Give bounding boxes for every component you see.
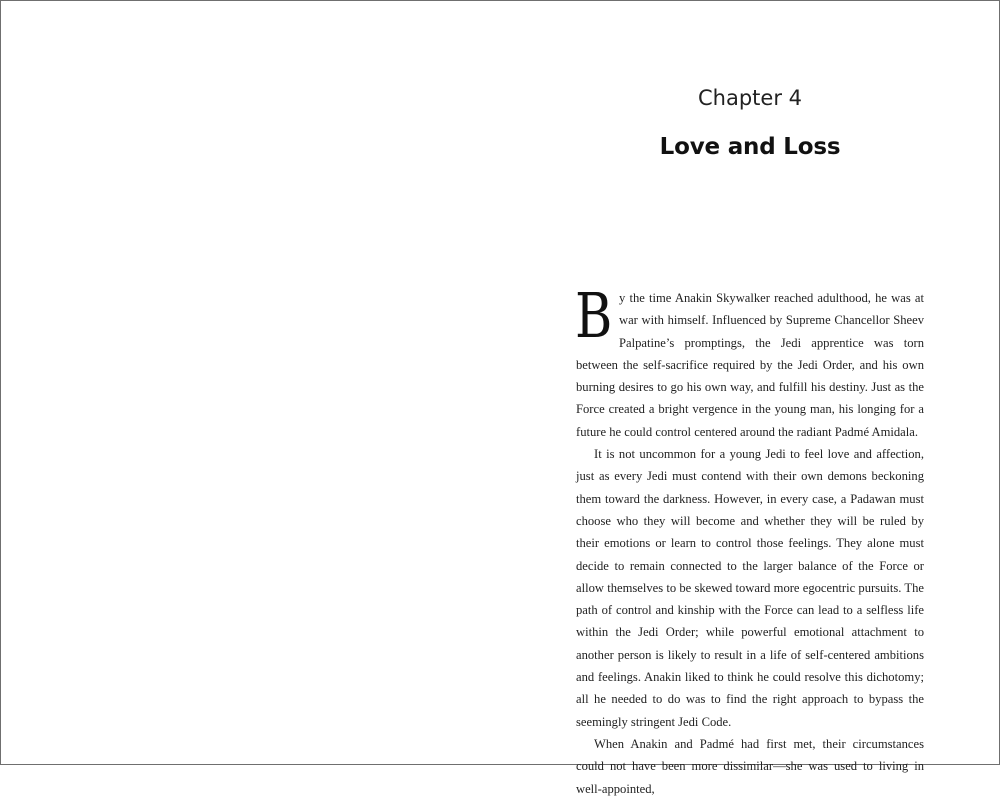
paragraph-3: When Anakin and Padmé had first met, their circumstances could not have been more dissimilar—she was used to living in well-appointed, [576, 736, 924, 796]
left-page-blank [1, 1, 500, 764]
chapter-body [575, 279, 924, 800]
chapter-title: Love and Loss [659, 134, 841, 160]
chapter-number: Chapter 4 [698, 86, 802, 110]
drop-cap: B [575, 279, 613, 352]
right-page [500, 1, 999, 796]
paragraph-1-text: y the time Anakin Skywalker reached adulthood, he was at war with himself. Influenced by Supreme Chancellor Sheev Palpatine’s promptings, the Jedi apprentice was torn between the self-sacrifice required by the Jedi Order, and his own burning desires to go his own way, and fulfill his destiny. Just as the Force created a bright vergence in the young man, his longing for a future he could control centered around the radiant Padmé Amidala. [576, 291, 924, 439]
paragraph-1 [575, 279, 924, 443]
paragraph-2: It is not uncommon for a young Jedi to feel love and affection, just as every Jedi must contend with their own demons beckoning them toward the darkness. However, in every case, a Padawan must choose who they will become and whether they will be ruled by their emotions or learn to control those feelings. They alone must decide to remain connected to the larger balance of the Force or allow themselves to be skewed toward more egocentric pursuits. The path of control and kinship with the Force can lead to a selfless life within the Jedi Order; while powerful emotional attachment to another person is likely to result in a life of self-centered ambitions and feelings. Anakin liked to think he could resolve this dichotomy; all he needed to do was to find the right approach to bypass the seemingly stringent Jedi Code. [576, 447, 924, 729]
